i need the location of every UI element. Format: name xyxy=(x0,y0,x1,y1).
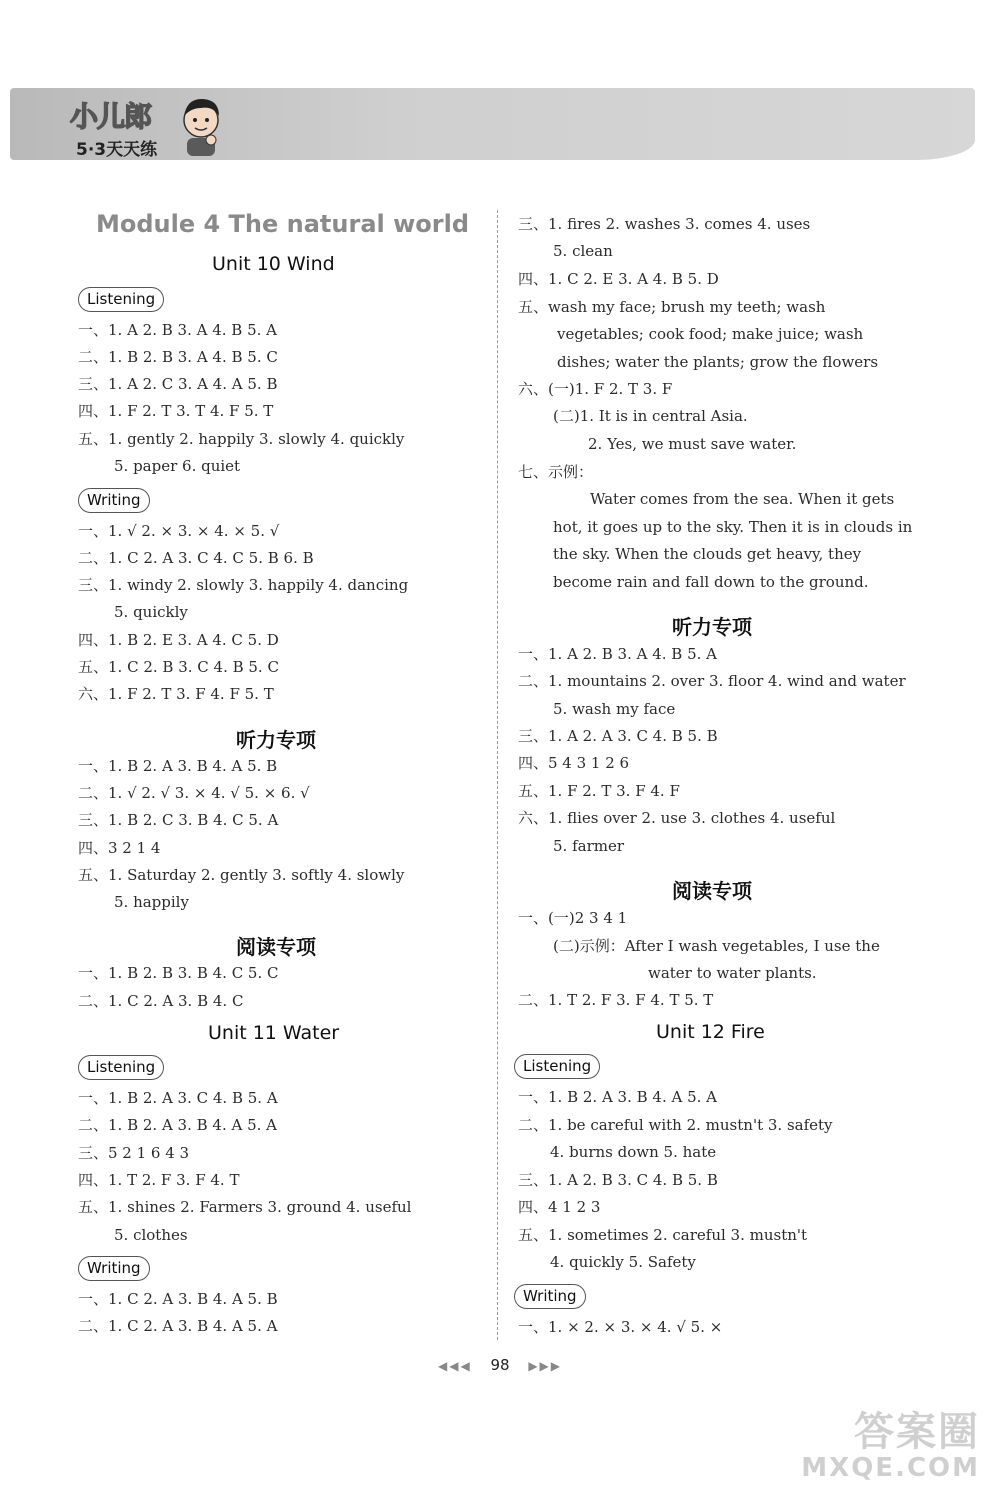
answer-line: 二、1. B 2. B 3. A 4. B 5. C xyxy=(78,348,278,366)
answer-line: hot, it goes up to the sky. Then it is in clouds in xyxy=(553,518,913,536)
unit-12-heading: Unit 12 Fire xyxy=(656,1021,765,1043)
answer-line: 一、1. A 2. B 3. A 4. B 5. A xyxy=(78,321,278,339)
answer-line: 五、1. C 2. B 3. C 4. B 5. C xyxy=(78,658,279,676)
answer-line: 四、1. F 2. T 3. T 4. F 5. T xyxy=(78,402,274,420)
answer-line: 四、4 1 2 3 xyxy=(518,1198,601,1216)
watermark-bottom: MXQE.COM xyxy=(801,1453,980,1483)
answer-line: 二、1. T 2. F 3. F 4. T 5. T xyxy=(518,991,714,1009)
answer-line: 5. clothes xyxy=(114,1226,188,1244)
answer-line: 七、示例： xyxy=(518,463,594,481)
answer-line: 一、1. B 2. A 3. C 4. B 5. A xyxy=(78,1089,278,1107)
writing-tag: Writing xyxy=(514,1284,586,1309)
answer-line: 三、1. A 2. B 3. C 4. B 5. B xyxy=(518,1171,718,1189)
answer-line: 四、1. B 2. E 3. A 4. C 5. D xyxy=(78,631,279,649)
answer-line: 一、1. × 2. × 3. × 4. √ 5. × xyxy=(518,1318,723,1336)
logo-sub-text: 5·3天天练 xyxy=(76,140,158,160)
answer-line: 二、1. be careful with 2. mustn't 3. safety xyxy=(518,1116,833,1134)
answer-line: 六、1. flies over 2. use 3. clothes 4. useful xyxy=(518,809,836,827)
watermark-top: 答案圈 xyxy=(854,1409,980,1455)
answer-line: 二、1. mountains 2. over 3. floor 4. wind and water xyxy=(518,672,906,690)
answer-line: 三、1. fires 2. washes 3. comes 4. uses xyxy=(518,215,811,233)
answer-line: 一、1. B 2. A 3. B 4. A 5. A xyxy=(518,1088,718,1106)
answer-line: vegetables; cook food; make juice; wash xyxy=(557,325,864,343)
mascot-boy-icon xyxy=(175,92,227,158)
answer-line: 四、1. T 2. F 3. F 4. T xyxy=(78,1171,240,1189)
answer-line: 4. quickly 5. Safety xyxy=(550,1253,696,1271)
listening-practice-heading: 听力专项 xyxy=(672,615,752,639)
answer-line: 一、1. A 2. B 3. A 4. B 5. A xyxy=(518,645,718,663)
answer-line: 四、3 2 1 4 xyxy=(78,839,161,857)
answer-line: 五、1. gently 2. happily 3. slowly 4. quickly xyxy=(78,430,405,448)
answer-line: 五、1. sometimes 2. careful 3. mustn't xyxy=(518,1226,808,1244)
reading-practice-heading: 阅读专项 xyxy=(672,879,752,903)
answer-line: the sky. When the clouds get heavy, they xyxy=(553,545,862,563)
next-arrows-icon: ▶▶▶ xyxy=(528,1359,563,1373)
answer-line: 5. quickly xyxy=(114,603,188,621)
answer-line: 四、1. C 2. E 3. A 4. B 5. D xyxy=(518,270,719,288)
answer-line: 5. wash my face xyxy=(553,700,676,718)
answer-line: 二、1. B 2. A 3. B 4. A 5. A xyxy=(78,1116,278,1134)
answer-line: water to water plants. xyxy=(648,964,817,982)
answer-line: 一、1. √ 2. × 3. × 4. × 5. √ xyxy=(78,522,280,540)
answer-line: 三、1. B 2. C 3. B 4. C 5. A xyxy=(78,811,279,829)
answer-line: 六、(一)1. F 2. T 3. F xyxy=(518,380,673,398)
answer-line: 一、1. B 2. B 3. B 4. C 5. C xyxy=(78,964,279,982)
answer-line: 一、1. C 2. A 3. B 4. A 5. B xyxy=(78,1290,278,1308)
answer-line: 三、5 2 1 6 4 3 xyxy=(78,1144,190,1162)
answer-line: (二)示例：After I wash vegetables, I use the xyxy=(553,937,880,955)
answer-line: 四、5 4 3 1 2 6 xyxy=(518,754,630,772)
writing-tag: Writing xyxy=(78,488,150,513)
listening-tag: Listening xyxy=(78,1055,164,1080)
answer-line: (二)1. It is in central Asia. xyxy=(553,407,748,425)
page-footer xyxy=(0,1356,1000,1374)
answer-line: 三、1. A 2. A 3. C 4. B 5. B xyxy=(518,727,718,745)
answer-line: 六、1. F 2. T 3. F 4. F 5. T xyxy=(78,685,274,703)
answer-line: 5. happily xyxy=(114,893,189,911)
writing-tag: Writing xyxy=(78,1256,150,1281)
column-divider xyxy=(497,210,498,1340)
answer-line: 二、1. C 2. A 3. C 4. C 5. B 6. B xyxy=(78,549,314,567)
listening-tag: Listening xyxy=(514,1054,600,1079)
answer-line: 二、1. C 2. A 3. B 4. A 5. A xyxy=(78,1317,278,1335)
prev-arrows-icon: ◀◀◀ xyxy=(437,1359,472,1373)
answer-line: 二、1. C 2. A 3. B 4. C xyxy=(78,992,244,1010)
answer-line: 三、1. A 2. C 3. A 4. A 5. B xyxy=(78,375,278,393)
answer-line: 5. paper 6. quiet xyxy=(114,457,241,475)
answer-line: 二、1. √ 2. √ 3. × 4. √ 5. × 6. √ xyxy=(78,784,310,802)
answer-line: 三、1. windy 2. slowly 3. happily 4. dancing xyxy=(78,576,409,594)
reading-practice-heading: 阅读专项 xyxy=(236,935,316,959)
site-watermark xyxy=(801,1400,980,1483)
answer-line: 5. farmer xyxy=(553,837,625,855)
answer-line: 5. clean xyxy=(553,242,613,260)
module-title: Module 4 The natural world xyxy=(96,210,469,238)
answer-line: 五、1. Saturday 2. gently 3. softly 4. slowly xyxy=(78,866,405,884)
answer-line: 一、1. B 2. A 3. B 4. A 5. B xyxy=(78,757,278,775)
answer-line: Water comes from the sea. When it gets xyxy=(590,490,895,508)
answer-line: 一、(一)2 3 4 1 xyxy=(518,909,628,927)
logo-main-text: 小儿郎 xyxy=(70,100,152,133)
unit-10-heading: Unit 10 Wind xyxy=(212,253,335,275)
answer-line: 五、wash my face; brush my teeth; wash xyxy=(518,298,826,316)
answer-line: dishes; water the plants; grow the flowers xyxy=(557,353,879,371)
answer-line: 4. burns down 5. hate xyxy=(550,1143,717,1161)
answer-line: 五、1. F 2. T 3. F 4. F xyxy=(518,782,680,800)
answer-line: 2. Yes, we must save water. xyxy=(588,435,797,453)
unit-11-heading: Unit 11 Water xyxy=(208,1022,340,1044)
page-number: 98 xyxy=(490,1356,510,1374)
answer-line: become rain and fall down to the ground. xyxy=(553,573,869,591)
answer-line: 五、1. shines 2. Farmers 3. ground 4. useful xyxy=(78,1198,412,1216)
listening-practice-heading: 听力专项 xyxy=(236,728,316,752)
listening-tag: Listening xyxy=(78,287,164,312)
